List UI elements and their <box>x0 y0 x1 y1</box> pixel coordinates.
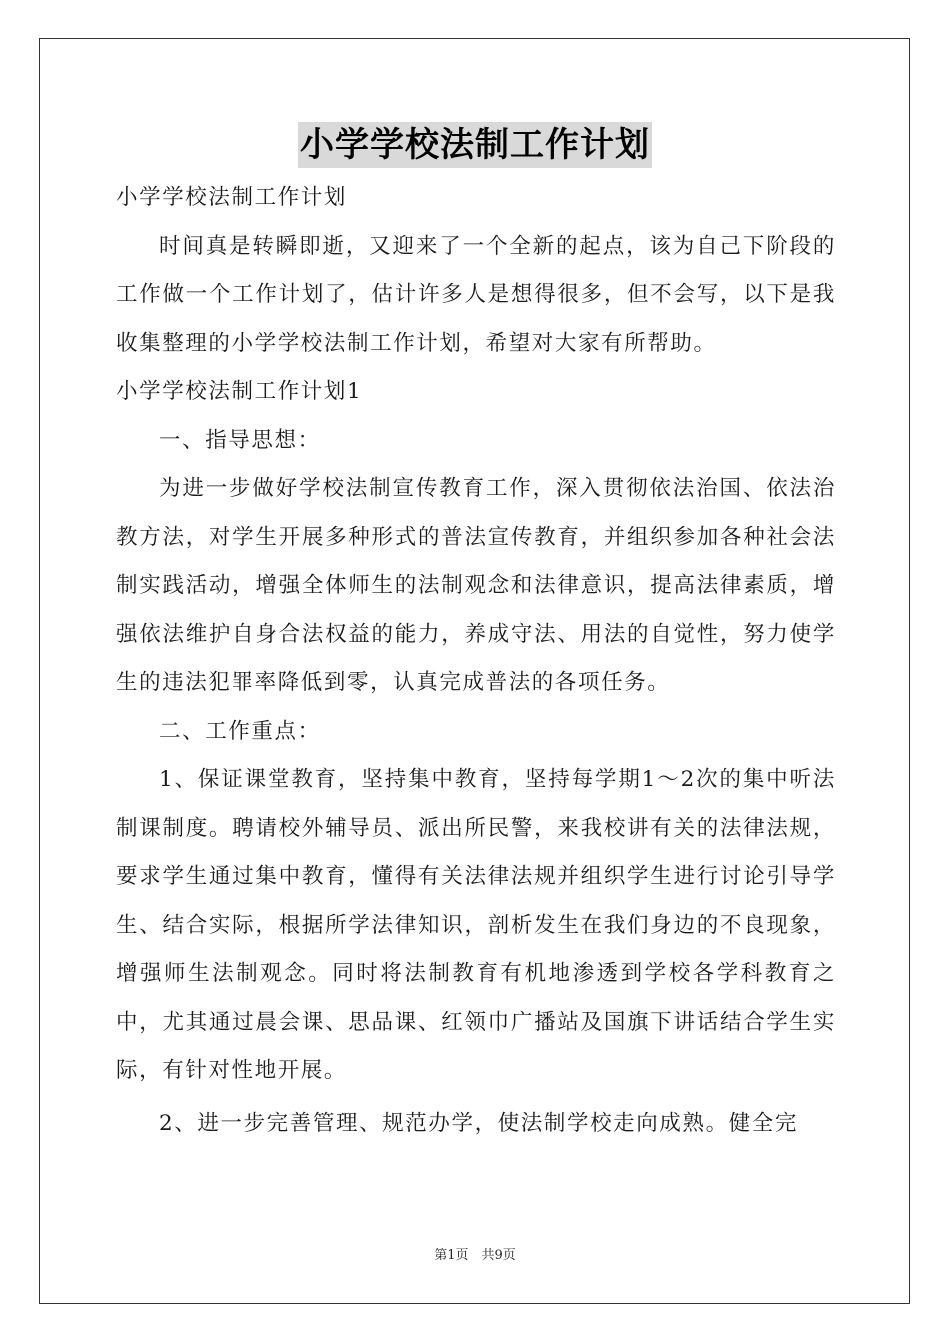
page-footer <box>0 1244 950 1263</box>
page-title: 小学学校法制工作计划 <box>298 122 652 168</box>
section-heading: 小学学校法制工作计划1 <box>116 379 363 404</box>
point2-paragraph: 2、进一步完善管理、规范办学，使法制学校走向成熟。健全完 <box>159 1110 798 1136</box>
part1-heading: 一、指导思想： <box>159 427 321 453</box>
title-container <box>0 122 950 168</box>
part1-body-paragraph: 为进一步做好学校法制宣传教育工作，深入贯彻依法治国、依法治教方法，对学生开展多种形式的普法宣传教育，并组织参加各种社会法制实践活动，增强全体师生的法制观念和法律意识，提高法律素质，增强依法维护自身合法权益的能力，养成守法、用法的自觉性，努力使学生的违法犯罪率降低到零，认真完成普法的各项任务。 <box>116 476 836 695</box>
intro-paragraph: 时间真是转瞬即逝，又迎来了一个全新的起点，该为自己下阶段的工作做一个工作计划了，估计许多人是想得很多，但不会写，以下是我收集整理的小学学校法制工作计划，希望对大家有所帮助。 <box>116 233 836 356</box>
part2-heading: 二、工作重点： <box>159 718 321 744</box>
point1-paragraph: 1、保证课堂教育，坚持集中教育，坚持每学期1～2次的集中听法制课制度。聘请校外辅导员、派出所民警，来我校讲有关的法律法规，要求学生通过集中教育，懂得有关法律法规并组织学生进行讨论引导学生、结合实际，根据所学法律知识，剖析发生在我们身边的不良现象，增强师生法制观念。同时将法制教育有机地渗透到学校各学科教育之中，尤其通过晨会课、思品课、红领巾广播站及国旗下讲话结合学生实际，有针对性地开展。 <box>116 767 836 1083</box>
document-body <box>116 174 836 1148</box>
subtitle-line: 小学学校法制工作计划 <box>116 185 348 210</box>
page-number-label: 第1页 共9页 <box>434 1248 516 1263</box>
